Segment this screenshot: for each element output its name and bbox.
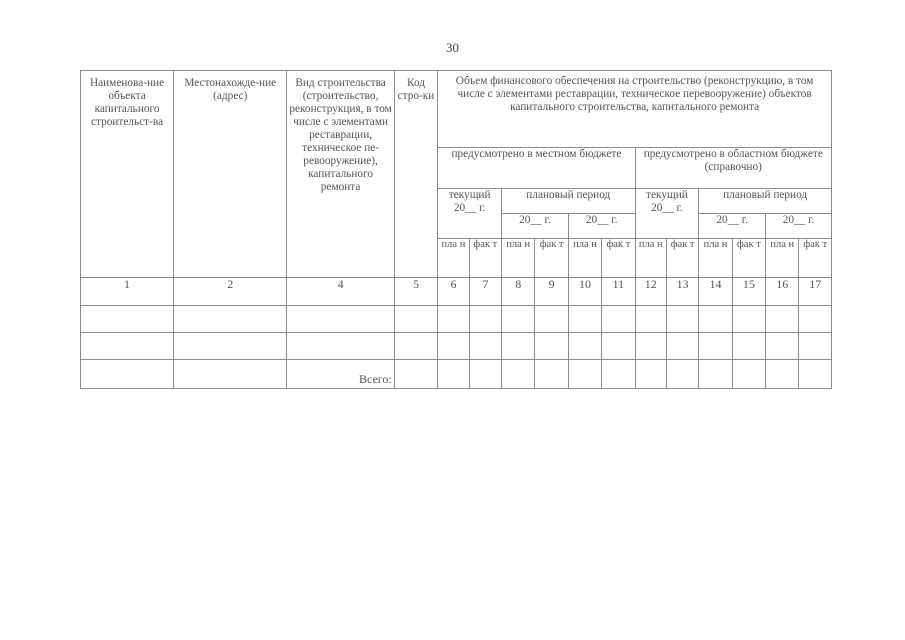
table-cell xyxy=(699,306,732,333)
table-cell xyxy=(766,333,799,360)
header-plan: пла н xyxy=(568,239,601,278)
table-cell xyxy=(666,333,698,360)
header-object-name: Наименова-ние объекта капитального строительст-ва xyxy=(81,71,174,278)
header-fact: фак т xyxy=(469,239,501,278)
header-fact: фак т xyxy=(732,239,765,278)
table-cell xyxy=(635,360,666,389)
table-cell xyxy=(602,333,635,360)
column-number: 17 xyxy=(799,278,832,306)
table-cell xyxy=(469,333,501,360)
column-number: 1 xyxy=(81,278,174,306)
table-cell xyxy=(469,306,501,333)
total-label: Всего: xyxy=(287,360,394,389)
column-number: 13 xyxy=(666,278,698,306)
table-cell xyxy=(394,333,438,360)
column-number: 14 xyxy=(699,278,732,306)
column-number: 16 xyxy=(766,278,799,306)
table-cell xyxy=(469,360,501,389)
table-cell xyxy=(568,360,601,389)
table-cell xyxy=(394,306,438,333)
column-number: 10 xyxy=(568,278,601,306)
column-number: 5 xyxy=(394,278,438,306)
table-cell xyxy=(394,360,438,389)
table-cell xyxy=(732,360,765,389)
table-cell xyxy=(535,360,568,389)
table-row xyxy=(81,360,832,389)
table-cell xyxy=(799,306,832,333)
column-number: 8 xyxy=(502,278,535,306)
header-fact: фак т xyxy=(535,239,568,278)
header-year-regional-1: 20__ г. xyxy=(699,214,766,239)
table-cell xyxy=(535,306,568,333)
header-plan: пла н xyxy=(699,239,732,278)
header-current-year-local: текущий 20__ г. xyxy=(438,189,502,239)
header-construction-kind: Вид строительства (строительство, реконструкция, в том числе с элементами реставрации, техническое пе-ревооружение), капитального ремонта xyxy=(287,71,394,278)
table-cell xyxy=(438,333,469,360)
table-cell xyxy=(732,306,765,333)
column-number: 12 xyxy=(635,278,666,306)
table-cell xyxy=(81,360,174,389)
table-cell xyxy=(766,360,799,389)
header-fact: фак т xyxy=(799,239,832,278)
table-cell xyxy=(799,360,832,389)
table-cell xyxy=(568,306,601,333)
table-cell xyxy=(602,306,635,333)
table-cell xyxy=(174,333,287,360)
table-cell xyxy=(635,333,666,360)
table-cell xyxy=(81,306,174,333)
table-cell xyxy=(174,360,287,389)
table-cell xyxy=(81,333,174,360)
header-fact: фак т xyxy=(602,239,635,278)
header-current-year-regional: текущий 20__ г. xyxy=(635,189,699,239)
table-cell xyxy=(699,360,732,389)
table-cell xyxy=(287,333,394,360)
column-number: 15 xyxy=(732,278,765,306)
table-cell xyxy=(502,306,535,333)
header-year-regional-2: 20__ г. xyxy=(766,214,832,239)
header-row-code: Код стро-ки xyxy=(394,71,438,278)
header-location: Местонахожде-ние (адрес) xyxy=(174,71,287,278)
column-number: 6 xyxy=(438,278,469,306)
table-cell xyxy=(287,306,394,333)
header-fact: фак т xyxy=(666,239,698,278)
column-number: 9 xyxy=(535,278,568,306)
table-cell xyxy=(535,333,568,360)
table-row xyxy=(81,306,832,333)
table-cell xyxy=(438,360,469,389)
header-financing-volume: Объем финансового обеспечения на строительство (реконструкцию, в том числе с элементами реставрации, техническое перевооружение) объектов капитального строительства, капитального ремонта xyxy=(438,71,832,148)
table-cell xyxy=(666,360,698,389)
table-cell xyxy=(699,333,732,360)
table-cell xyxy=(568,333,601,360)
header-plan: пла н xyxy=(766,239,799,278)
column-number: 11 xyxy=(602,278,635,306)
table-cell xyxy=(766,306,799,333)
table-cell xyxy=(602,360,635,389)
table-cell xyxy=(666,306,698,333)
page-number: 30 xyxy=(446,40,459,55)
table-row xyxy=(81,333,832,360)
table-cell xyxy=(174,306,287,333)
table-cell xyxy=(635,306,666,333)
column-numbers-row xyxy=(81,278,832,306)
column-number: 4 xyxy=(287,278,394,306)
header-plan: пла н xyxy=(438,239,469,278)
header-planned-period-regional: плановый период xyxy=(699,189,832,214)
header-plan: пла н xyxy=(635,239,666,278)
header-local-budget: предусмотрено в местном бюджете xyxy=(438,148,635,189)
column-number: 2 xyxy=(174,278,287,306)
table-cell xyxy=(732,333,765,360)
header-planned-period-local: плановый период xyxy=(502,189,636,214)
header-regional-budget: предусмотрено в областном бюджете (справочно) xyxy=(635,148,831,189)
table-cell xyxy=(799,333,832,360)
financing-form xyxy=(80,70,832,389)
header-year-local-2: 20__ г. xyxy=(568,214,635,239)
header-plan: пла н xyxy=(502,239,535,278)
financing-table xyxy=(80,70,832,389)
column-number: 7 xyxy=(469,278,501,306)
table-cell xyxy=(502,333,535,360)
table-cell xyxy=(502,360,535,389)
table-cell xyxy=(438,306,469,333)
header-year-local-1: 20__ г. xyxy=(502,214,569,239)
